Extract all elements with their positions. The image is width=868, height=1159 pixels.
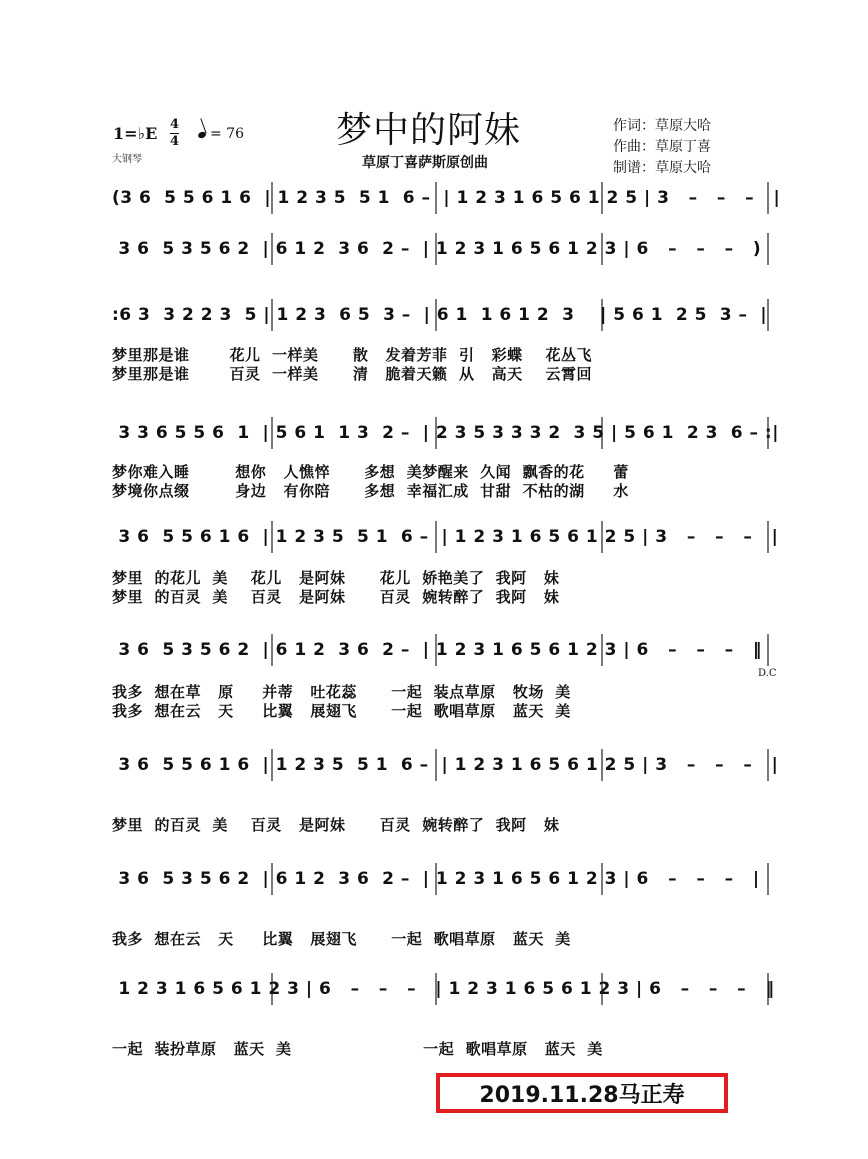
lyricist-credit: 作词：草原大哈 <box>613 118 711 134</box>
lyric-line: 梦境你点缀 身边 有你陪 多想 幸福汇成 甘甜 不枯的湖 水 <box>112 482 629 500</box>
music-line: 3 3 6 5 5 6 1 | 5 6 1 1 3 2 – | 2 3 5 3 3 3 2 3 5 | 5 6 1 2 3 6 – :| <box>112 423 779 443</box>
lyric-line: 梦里 的花儿 美 花儿 是阿妹 花儿 娇艳美了 我阿 妹 <box>112 569 560 587</box>
lyric-line: 一起 装扮草原 蓝天 美 一起 歌唱草原 蓝天 美 <box>112 1040 603 1058</box>
lyric-line: 我多 想在草 原 并蒂 吐花蕊 一起 装点草原 牧场 美 <box>112 683 571 701</box>
lyric-line: 梦里那是谁 百灵 一样美 清 脆着天籁 从 高天 云霄回 <box>112 365 593 383</box>
lyric-line: 我多 想在云 天 比翼 展翅飞 一起 歌唱草原 蓝天 美 <box>112 702 571 720</box>
song-subtitle: 草原丁喜萨斯原创曲 <box>362 155 488 171</box>
lyric-line: 梦你难入睡 想你 人憔悴 多想 美梦醒来 久闻 飘香的花 蕾 <box>112 463 629 481</box>
instrument-label: 大钢琴 <box>112 154 142 165</box>
key-signature: 1=♭E <box>113 124 158 143</box>
music-line: 1 2 3 1 6 5 6 1 2 3 | 6 – – – | 1 2 3 1 6 5 6 1 2 3 | 6 – – – ‖ <box>112 979 775 999</box>
dc-mark: D.C <box>758 668 777 679</box>
music-line: 3 6 5 5 6 1 6 | 1 2 3 5 5 1 6 – | 1 2 3 1 6 5 6 1 2 5 | 3 – – – | <box>112 755 779 775</box>
lyric-line: 我多 想在云 天 比翼 展翅飞 一起 歌唱草原 蓝天 美 <box>112 930 571 948</box>
composer-credit: 作曲：草原丁喜 <box>613 139 711 155</box>
lyric-line: 梦里那是谁 花儿 一样美 散 发着芳菲 引 彩蝶 花丛飞 <box>112 346 593 364</box>
song-title: 梦中的阿妹 <box>336 110 522 151</box>
music-line: 3 6 5 3 5 6 2 | 6 1 2 3 6 2 – | 1 2 3 1 6 5 6 1 2 3 | 6 – – – | <box>112 869 760 889</box>
lyric-line: 梦里 的百灵 美 百灵 是阿妹 百灵 婉转醉了 我阿 妹 <box>112 588 560 606</box>
music-line: 3 6 5 3 5 6 2 | 6 1 2 3 6 2 – | 1 2 3 1 6 5 6 1 2 3 | 6 – – – ‖ <box>112 640 762 660</box>
music-line: 3 6 5 3 5 6 2 | 6 1 2 3 6 2 – | 1 2 3 1 6 5 6 1 2 3 | 6 – – – ) <box>112 239 762 259</box>
date-signature-stamp: 2019.11.28马正寿 <box>436 1073 728 1113</box>
music-line: 3 6 5 5 6 1 6 | 1 2 3 5 5 1 6 – | 1 2 3 1 6 5 6 1 2 5 | 3 – – – | <box>112 527 779 547</box>
arranger-credit: 制谱：草原大哈 <box>613 160 711 176</box>
lyric-line: 梦里 的百灵 美 百灵 是阿妹 百灵 婉转醉了 我阿 妹 <box>112 816 560 834</box>
music-line: :6 3 3 2 2 3 5 | 1 2 3 6 5 3 – | 6 1 1 6 1 2 3 | 5 6 1 2 5 3 – | <box>112 305 768 325</box>
tempo-marking: = 76 <box>198 126 244 142</box>
music-line: (3 6 5 5 6 1 6 | 1 2 3 5 5 1 6 – | 1 2 3 1 6 5 6 1 2 5 | 3 – – – | <box>112 188 781 208</box>
time-signature: 4 4 <box>170 117 180 149</box>
